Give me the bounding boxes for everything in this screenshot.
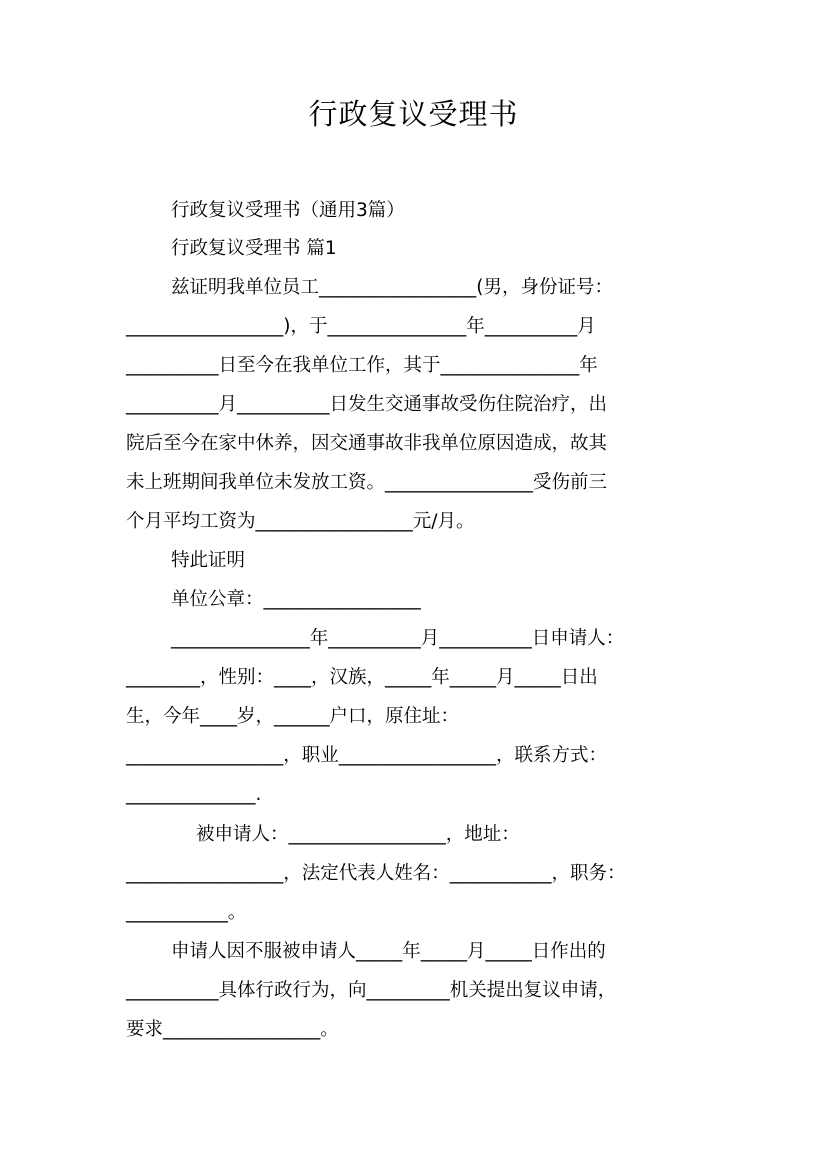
paragraph-line [126, 396, 712, 415]
paragraph-line [126, 865, 712, 884]
paragraph-line [171, 279, 712, 298]
paragraph-line [126, 747, 712, 766]
line-text: 申请人因不服被申请人_____年_____月_____日作出的 [171, 941, 606, 962]
document-title: 行政复议受理书 [308, 97, 519, 131]
line-text: _________________，职业_________________，联系方式： [126, 745, 608, 766]
line-text: __________日至今在我单位工作，其于_______________年 [126, 355, 598, 376]
line-text: 未上班期间我单位未发放工资。________________受伤前三 [126, 472, 608, 493]
paragraph-line [126, 669, 712, 688]
line-text: __________月__________日发生交通事故受伤住院治疗，出 [126, 394, 608, 415]
paragraph-line [171, 630, 712, 649]
paragraph-line: ___________。 [126, 902, 247, 923]
line-text: _______________年__________月__________日申请人： [171, 628, 625, 649]
paragraph-line: 个月平均工资为_________________元/月。 [126, 511, 475, 532]
paragraph-line [126, 708, 712, 727]
line-text: _________________)，于_______________年__________月 [126, 316, 596, 337]
paragraph-line: ______________. [126, 784, 262, 805]
line-text: 生，今年____岁，______户口，原住址： [126, 706, 460, 727]
paragraph-line: 要求_________________。 [126, 1019, 339, 1040]
paragraph-line [196, 826, 712, 845]
line-text: _________________，法定代表人姓名：___________，职务： [126, 863, 626, 884]
line-text: 兹证明我单位员工_________________(男，身份证号： [171, 277, 613, 298]
line-text: 被申请人：_________________，地址： [196, 824, 520, 845]
paragraph-line [126, 435, 712, 454]
line-text: ________，性别：____，汉族，_____年_____月_____日出 [126, 667, 598, 688]
paragraph-line [126, 318, 712, 337]
seal-line: 单位公章：_________________ [171, 589, 421, 610]
section-heading: 行政复议受理书 篇1 [171, 238, 337, 259]
document-subtitle: 行政复议受理书（通用3篇） [171, 200, 405, 221]
paragraph-line [126, 982, 712, 1001]
paragraph-line [171, 943, 712, 962]
certification-line: 特此证明 [171, 550, 246, 571]
paragraph-line [126, 357, 712, 376]
line-text: 院后至今在家中休养，因交通事故非我单位原因造成，故其 [126, 433, 608, 454]
line-text: __________具体行政行为，向_________机关提出复议申请， [126, 980, 617, 1001]
paragraph-line [126, 474, 712, 493]
